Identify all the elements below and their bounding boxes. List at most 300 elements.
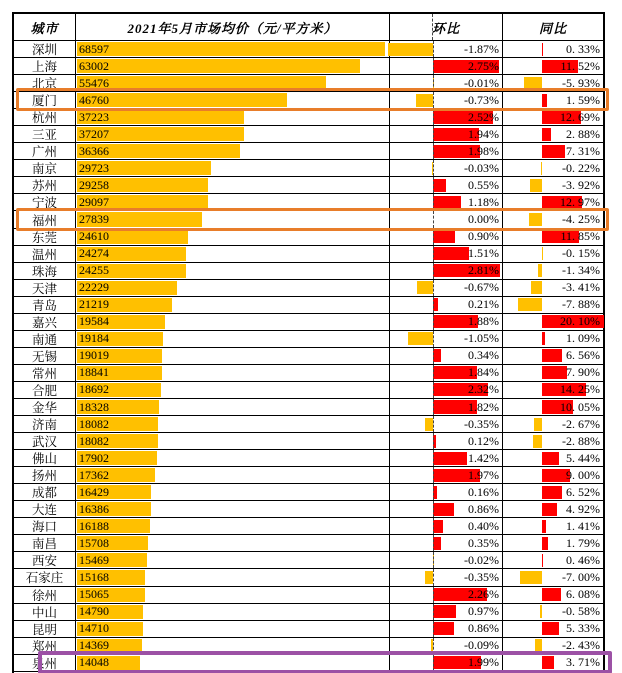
mom-cell [390, 211, 503, 227]
yoy-bar [542, 145, 565, 158]
mom-value: 0.97% [468, 604, 499, 619]
mom-bar [433, 622, 454, 635]
table-row [14, 40, 603, 57]
yoy-cell [503, 587, 603, 603]
mom-cell [390, 314, 503, 330]
mom-value: 1.98% [468, 143, 499, 158]
city-cell [14, 467, 76, 483]
table-row [14, 279, 603, 296]
city-cell [14, 297, 76, 313]
yoy-value: 2. 88% [566, 126, 600, 141]
yoy-cell [503, 109, 603, 125]
price-value: 24610 [79, 229, 109, 244]
yoy-value: -4. 25% [562, 211, 600, 226]
price-cell [76, 331, 390, 347]
mom-zero-line [433, 297, 434, 313]
price-value: 14369 [79, 638, 109, 653]
mom-value: 0.34% [468, 348, 499, 363]
price-value: 24255 [79, 263, 109, 278]
price-cell [76, 297, 390, 313]
mom-zero-line [433, 416, 434, 432]
mom-zero-line [433, 331, 434, 347]
yoy-value: -2. 88% [562, 433, 600, 448]
yoy-cell [503, 382, 603, 398]
yoy-bar [542, 94, 547, 107]
yoy-cell [503, 416, 603, 432]
yoy-cell [503, 621, 603, 637]
mom-value: 1.88% [468, 314, 499, 329]
yoy-value: 10. 05% [560, 399, 600, 414]
yoy-bar [524, 77, 542, 90]
yoy-bar [542, 537, 548, 550]
price-cell [76, 569, 390, 585]
mom-value: 2.26% [468, 587, 499, 602]
mom-cell [390, 587, 503, 603]
yoy-cell [503, 194, 603, 210]
yoy-bar [542, 622, 559, 635]
mom-zero-line [433, 75, 434, 91]
table-row [14, 551, 603, 568]
yoy-cell [503, 331, 603, 347]
mom-cell [390, 535, 503, 551]
mom-zero-line [433, 467, 434, 483]
mom-cell [390, 92, 503, 108]
yoy-bar [518, 298, 542, 311]
yoy-cell [503, 450, 603, 466]
city-label: 珠海 [31, 264, 57, 279]
city-label: 扬州 [31, 469, 57, 484]
header-price: 2021年5月市场均价（元/平方米） [76, 14, 390, 40]
price-value: 63002 [79, 58, 109, 73]
city-label: 厦门 [31, 94, 57, 109]
price-cell [76, 501, 390, 517]
city-cell [14, 399, 76, 415]
price-value: 16429 [79, 484, 109, 499]
table-row [14, 449, 603, 466]
mom-value: 2.81% [468, 263, 499, 278]
price-cell [76, 109, 390, 125]
mom-zero-line [433, 450, 434, 466]
mom-zero-line [433, 399, 434, 415]
header-mom-label: 环比 [431, 20, 460, 36]
yoy-cell [503, 569, 603, 585]
mom-cell [390, 126, 503, 142]
price-cell [76, 194, 390, 210]
city-cell [14, 92, 76, 108]
yoy-cell [503, 399, 603, 415]
mom-bar [433, 605, 456, 618]
price-value: 17902 [79, 450, 109, 465]
table-row [14, 432, 603, 449]
city-cell [14, 143, 76, 159]
city-cell [14, 552, 76, 568]
price-cell [76, 382, 390, 398]
price-cell [76, 75, 390, 91]
yoy-bar [542, 247, 543, 260]
mom-value: 1.82% [468, 399, 499, 414]
city-label: 常州 [31, 366, 57, 381]
table-row [14, 568, 603, 585]
price-value: 37223 [79, 109, 109, 124]
price-cell [76, 229, 390, 245]
table-row [14, 517, 603, 534]
yoy-value: 6. 52% [566, 484, 600, 499]
price-cell [76, 655, 390, 671]
mom-bar [417, 281, 433, 294]
yoy-value: 9. 00% [566, 467, 600, 482]
mom-cell [390, 331, 503, 347]
table-row [14, 364, 603, 381]
table-row [14, 330, 603, 347]
yoy-cell [503, 484, 603, 500]
table-row [14, 159, 603, 176]
price-value: 14048 [79, 655, 109, 670]
mom-bar [425, 418, 433, 431]
mom-cell [390, 143, 503, 159]
yoy-cell [503, 143, 603, 159]
price-cell [76, 467, 390, 483]
city-cell [14, 75, 76, 91]
table-row [14, 210, 603, 227]
price-cell [76, 450, 390, 466]
yoy-cell [503, 41, 603, 57]
table-row [14, 57, 603, 74]
city-label: 海口 [31, 520, 57, 535]
yoy-value: 1. 09% [566, 331, 600, 346]
mom-cell [390, 109, 503, 125]
city-cell [14, 314, 76, 330]
mom-cell [390, 348, 503, 364]
yoy-bar [542, 520, 546, 533]
table-row [14, 398, 603, 415]
yoy-value: 20. 10% [560, 314, 600, 329]
city-cell [14, 518, 76, 534]
city-label: 武汉 [31, 435, 57, 450]
price-value: 29723 [79, 160, 109, 175]
mom-cell [390, 365, 503, 381]
yoy-cell [503, 246, 603, 262]
city-cell [14, 655, 76, 671]
price-cell [76, 263, 390, 279]
mom-zero-line [433, 569, 434, 585]
mom-value: 0.86% [468, 621, 499, 636]
yoy-bar [529, 213, 542, 226]
mom-bar [433, 537, 441, 550]
city-label: 南通 [31, 332, 57, 347]
price-cell [76, 126, 390, 142]
city-cell [14, 501, 76, 517]
yoy-value: -3. 41% [562, 280, 600, 295]
price-value: 18082 [79, 416, 109, 431]
table-row [14, 193, 603, 210]
yoy-cell [503, 211, 603, 227]
mom-cell [390, 604, 503, 620]
city-cell [14, 194, 76, 210]
yoy-value: 1. 79% [566, 535, 600, 550]
price-value: 15168 [79, 569, 109, 584]
mom-value: 1.18% [468, 194, 499, 209]
yoy-bar [542, 452, 559, 465]
yoy-cell [503, 501, 603, 517]
price-value: 18328 [79, 399, 109, 414]
mom-cell [390, 621, 503, 637]
price-value: 29258 [79, 177, 109, 192]
mom-value: 0.90% [468, 229, 499, 244]
price-cell [76, 41, 390, 57]
mom-cell [390, 399, 503, 415]
yoy-bar [542, 332, 545, 345]
mom-value: 2.32% [468, 382, 499, 397]
city-cell [14, 229, 76, 245]
yoy-cell [503, 348, 603, 364]
mom-zero-line [433, 194, 434, 210]
yoy-bar [535, 639, 543, 652]
price-cell [76, 433, 390, 449]
mom-cell [390, 416, 503, 432]
city-label: 东莞 [31, 230, 57, 245]
price-value: 29097 [79, 194, 109, 209]
price-cell [76, 587, 390, 603]
yoy-cell [503, 552, 603, 568]
price-value: 19019 [79, 348, 109, 363]
price-value: 19584 [79, 314, 109, 329]
mom-zero-line [433, 348, 434, 364]
mom-zero-line [433, 501, 434, 517]
city-cell [14, 621, 76, 637]
city-label: 成都 [31, 486, 57, 501]
yoy-value: 11. 52% [560, 58, 600, 73]
yoy-value: -2. 67% [562, 416, 600, 431]
city-cell [14, 382, 76, 398]
table-row [14, 74, 603, 91]
price-cell [76, 92, 390, 108]
mom-zero-line [433, 280, 434, 296]
city-label: 天津 [31, 281, 57, 296]
table-row [14, 262, 603, 279]
price-cell [76, 211, 390, 227]
table-row [14, 381, 603, 398]
yoy-value: -0. 58% [562, 604, 600, 619]
price-value: 15469 [79, 552, 109, 567]
table-row [14, 142, 603, 159]
yoy-value: -1. 34% [562, 263, 600, 278]
price-cell [76, 552, 390, 568]
city-cell [14, 177, 76, 193]
yoy-value: 12. 97% [560, 194, 600, 209]
price-cell [76, 638, 390, 654]
city-label: 苏州 [31, 179, 57, 194]
yoy-cell [503, 229, 603, 245]
mom-cell [390, 41, 503, 57]
price-cell [76, 518, 390, 534]
mom-zero-line [433, 177, 434, 193]
city-cell [14, 484, 76, 500]
mom-zero-line [433, 143, 434, 159]
mom-bar [433, 179, 446, 192]
price-cell [76, 484, 390, 500]
yoy-bar [542, 128, 551, 141]
mom-cell [390, 177, 503, 193]
yoy-bar [533, 435, 542, 448]
yoy-value: -0. 22% [562, 160, 600, 175]
yoy-value: -5. 93% [562, 75, 600, 90]
mom-zero-line [433, 604, 434, 620]
city-label: 温州 [31, 247, 57, 262]
mom-cell [390, 246, 503, 262]
city-label: 昆明 [31, 622, 57, 637]
mom-value: 2.52% [468, 109, 499, 124]
yoy-bar [538, 264, 542, 277]
city-cell [14, 331, 76, 347]
city-cell [14, 365, 76, 381]
city-cell [14, 211, 76, 227]
city-label: 福州 [31, 213, 57, 228]
mom-bar [425, 571, 433, 584]
city-label: 中山 [31, 605, 57, 620]
price-value: 17362 [79, 467, 109, 482]
mom-bar [416, 94, 433, 107]
city-label: 南昌 [31, 537, 57, 552]
table-row [14, 534, 603, 551]
mom-zero-line [433, 552, 434, 568]
mom-cell [390, 467, 503, 483]
mom-cell [390, 569, 503, 585]
yoy-value: 0. 46% [566, 552, 600, 567]
price-table [12, 12, 605, 673]
city-label: 无锡 [31, 349, 57, 364]
city-cell [14, 416, 76, 432]
city-cell [14, 263, 76, 279]
price-value: 24274 [79, 246, 109, 261]
yoy-bar [542, 656, 554, 669]
city-cell [14, 535, 76, 551]
mom-zero-line [433, 58, 434, 74]
city-label: 大连 [31, 503, 57, 518]
city-cell [14, 348, 76, 364]
city-label: 石家庄 [25, 571, 64, 586]
yoy-value: -7. 00% [562, 569, 600, 584]
table-row [14, 228, 603, 245]
yoy-value: -3. 92% [562, 177, 600, 192]
mom-cell [390, 638, 503, 654]
city-label: 青岛 [31, 298, 57, 313]
mom-bar [433, 230, 455, 243]
yoy-value: 12. 69% [560, 109, 600, 124]
mom-zero-line [433, 484, 434, 500]
mom-bar [433, 349, 441, 362]
mom-cell [390, 433, 503, 449]
city-cell [14, 126, 76, 142]
table-header-row [14, 14, 603, 40]
price-bar [77, 42, 385, 56]
price-cell [76, 348, 390, 364]
mom-cell [390, 297, 503, 313]
yoy-cell [503, 655, 603, 671]
mom-value: 1.51% [468, 246, 499, 261]
mom-bar [433, 503, 454, 516]
yoy-value: 5. 44% [566, 450, 600, 465]
yoy-bar [542, 554, 543, 567]
yoy-cell [503, 177, 603, 193]
table-row [14, 415, 603, 432]
city-label: 金华 [31, 401, 57, 416]
mom-bar [433, 520, 443, 533]
mom-zero-line [433, 365, 434, 381]
city-cell [14, 604, 76, 620]
mom-value: 0.35% [468, 535, 499, 550]
yoy-bar [531, 281, 542, 294]
price-cell [76, 365, 390, 381]
yoy-bar [534, 418, 542, 431]
price-value: 46760 [79, 92, 109, 107]
mom-value: -0.02% [464, 552, 499, 567]
mom-cell [390, 484, 503, 500]
header-mom [390, 14, 503, 40]
yoy-value: -0. 15% [562, 246, 600, 261]
header-city: 城市 [14, 14, 76, 40]
city-label: 济南 [31, 418, 57, 433]
mom-value: 0.12% [468, 433, 499, 448]
price-cell [76, 535, 390, 551]
mom-bar [408, 332, 433, 345]
mom-value: 1.42% [468, 450, 499, 465]
mom-zero-line [433, 229, 434, 245]
mom-zero-line [433, 655, 434, 671]
price-cell [76, 246, 390, 262]
city-cell [14, 450, 76, 466]
table-row [14, 637, 603, 654]
table-row [14, 654, 603, 671]
mom-value: 0.16% [468, 484, 499, 499]
city-label: 三亚 [31, 128, 57, 143]
price-value: 18841 [79, 365, 109, 380]
yoy-cell [503, 58, 603, 74]
mom-zero-line [432, 14, 433, 40]
price-value: 16188 [79, 518, 109, 533]
city-label: 西安 [31, 554, 57, 569]
table-row [14, 108, 603, 125]
table-row [14, 125, 603, 142]
mom-zero-line [433, 246, 434, 262]
yoy-bar [542, 349, 562, 362]
price-value: 27839 [79, 211, 109, 226]
yoy-value: 6. 08% [566, 587, 600, 602]
yoy-bar [520, 571, 542, 584]
yoy-bar [530, 179, 542, 192]
city-cell [14, 109, 76, 125]
price-value: 19184 [79, 331, 109, 346]
price-cell [76, 314, 390, 330]
city-label: 合肥 [31, 383, 57, 398]
price-cell [76, 280, 390, 296]
mom-zero-line [433, 314, 434, 330]
city-cell [14, 638, 76, 654]
mom-zero-line [433, 382, 434, 398]
mom-value: -0.73% [464, 92, 499, 107]
yoy-cell [503, 535, 603, 551]
mom-zero-line [433, 263, 434, 279]
yoy-value: 1. 41% [566, 518, 600, 533]
yoy-cell [503, 433, 603, 449]
mom-zero-line [433, 126, 434, 142]
yoy-cell [503, 160, 603, 176]
yoy-cell [503, 638, 603, 654]
yoy-value: -7. 88% [562, 297, 600, 312]
price-cell [76, 604, 390, 620]
price-cell [76, 416, 390, 432]
price-value: 14790 [79, 604, 109, 619]
mom-value: 1.84% [468, 365, 499, 380]
